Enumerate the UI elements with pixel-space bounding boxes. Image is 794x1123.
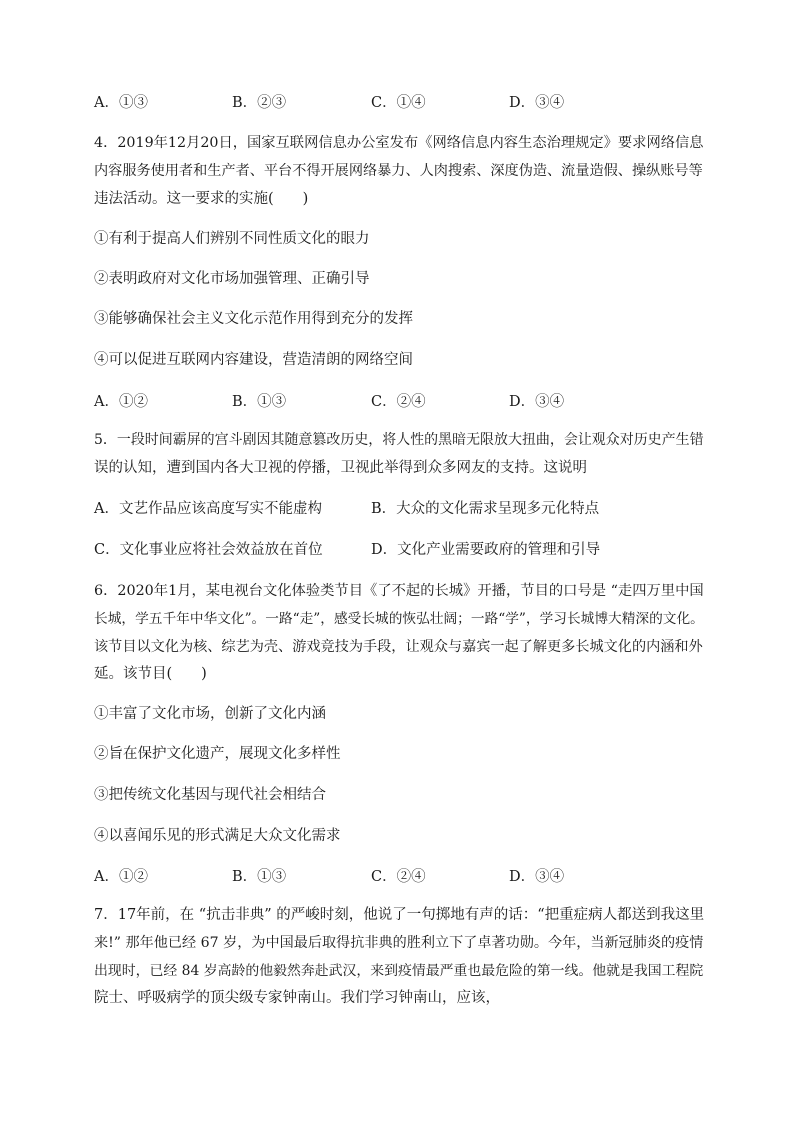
q6-option-a: A．①② <box>94 869 148 885</box>
q3-option-a: A．①③ <box>94 95 148 111</box>
q6-item-1: ①丰富了文化市场，创新了文化内涵 <box>94 706 326 722</box>
q7-stem-line-2: 来!” 那年他已经 67 岁，为中国最后取得抗非典的胜利立下了卓著功勋。今年，当新冠肺炎的疫情 <box>94 935 704 951</box>
q5-stem-line-2: 误的认知，遭到国内各大卫视的停播，卫视此举得到众多网友的支持。这说明 <box>94 460 587 476</box>
q4-option-d: D．③④ <box>509 394 565 410</box>
q7-stem-line-4: 院士、呼吸病学的顶尖级专家钟南山。我们学习钟南山，应该， <box>94 990 500 1006</box>
q4-item-4: ④可以促进互联网内容建设，营造清朗的网络空间 <box>94 352 413 368</box>
q4-item-2: ②表明政府对文化市场加强管理、正确引导 <box>94 271 370 287</box>
q5-option-a: A．文艺作品应该高度写实不能虚构 <box>94 501 322 517</box>
q3-option-c: C．①④ <box>371 95 426 111</box>
q4-option-c: C．②④ <box>371 394 426 410</box>
q6-item-3: ③把传统文化基因与现代社会相结合 <box>94 787 326 803</box>
q4-stem-line-1: 4．2019年12月20日，国家互联网信息办公室发布《网络信息内容生态治理规定》要求网络信息 <box>94 135 704 151</box>
q4-options <box>94 392 704 412</box>
q3-option-b: B．②③ <box>232 95 287 111</box>
q3-options <box>94 93 704 113</box>
q6-stem-line-2: 长城，学五千年中华文化”。一路“走”，感受长城的恢弘壮阔；一路“学”，学习长城博大精深的文化。 <box>94 611 704 627</box>
q4-item-3: ③能够确保社会主义文化示范作用得到充分的发挥 <box>94 311 413 327</box>
q6-stem-line-1: 6．2020年1月，某电视台文化体验类节目《了不起的长城》开播，节目的口号是 “走四万里中国 <box>94 583 704 599</box>
q7-stem-line-1: 7．17年前，在 “抗击非典” 的严峻时刻，他说了一句掷地有声的话：“把重症病人都送到我这里 <box>94 907 705 923</box>
q3-option-d: D．③④ <box>509 95 565 111</box>
q5-option-c: C．文化事业应将社会效益放在首位 <box>94 542 323 558</box>
q6-option-c: C．②④ <box>371 869 426 885</box>
q4-stem-line-3: 违法活动。这一要求的实施( ) <box>94 191 309 207</box>
q6-option-d: D．③④ <box>509 869 565 885</box>
q5-options-row-2 <box>94 540 704 560</box>
q5-stem-line-1: 5．一段时间霸屏的宫斗剧因其随意篡改历史，将人性的黑暗无限放大扭曲，会让观众对历史产生错 <box>94 432 704 448</box>
q4-option-b: B．①③ <box>232 394 287 410</box>
q5-option-b: B．大众的文化需求呈现多元化特点 <box>371 501 600 517</box>
q5-option-d: D．文化产业需要政府的管理和引导 <box>371 542 601 558</box>
q6-options <box>94 867 704 887</box>
q7-stem-line-3: 出现时，已经 84 岁高龄的他毅然奔赴武汉，来到疫情最严重也最危险的第一线。他就是我国工程院 <box>94 963 704 979</box>
q6-option-b: B．①③ <box>232 869 287 885</box>
q4-item-1: ①有利于提高人们辨别不同性质文化的眼力 <box>94 231 370 247</box>
q4-option-a: A．①② <box>94 394 148 410</box>
q5-options-row-1 <box>94 499 704 519</box>
q6-stem-line-4: 延。该节目( ) <box>94 666 207 682</box>
q4-stem-line-2: 内容服务使用者和生产者、平台不得开展网络暴力、人肉搜索、深度伪造、流量造假、操纵账号等 <box>94 163 703 179</box>
q6-item-4: ④以喜闻乐见的形式满足大众文化需求 <box>94 828 341 844</box>
q6-stem-line-3: 该节目以文化为核、综艺为壳、游戏竞技为手段，让观众与嘉宾一起了解更多长城文化的内涵和外 <box>94 639 703 655</box>
q6-item-2: ②旨在保护文化遗产，展现文化多样性 <box>94 746 341 762</box>
